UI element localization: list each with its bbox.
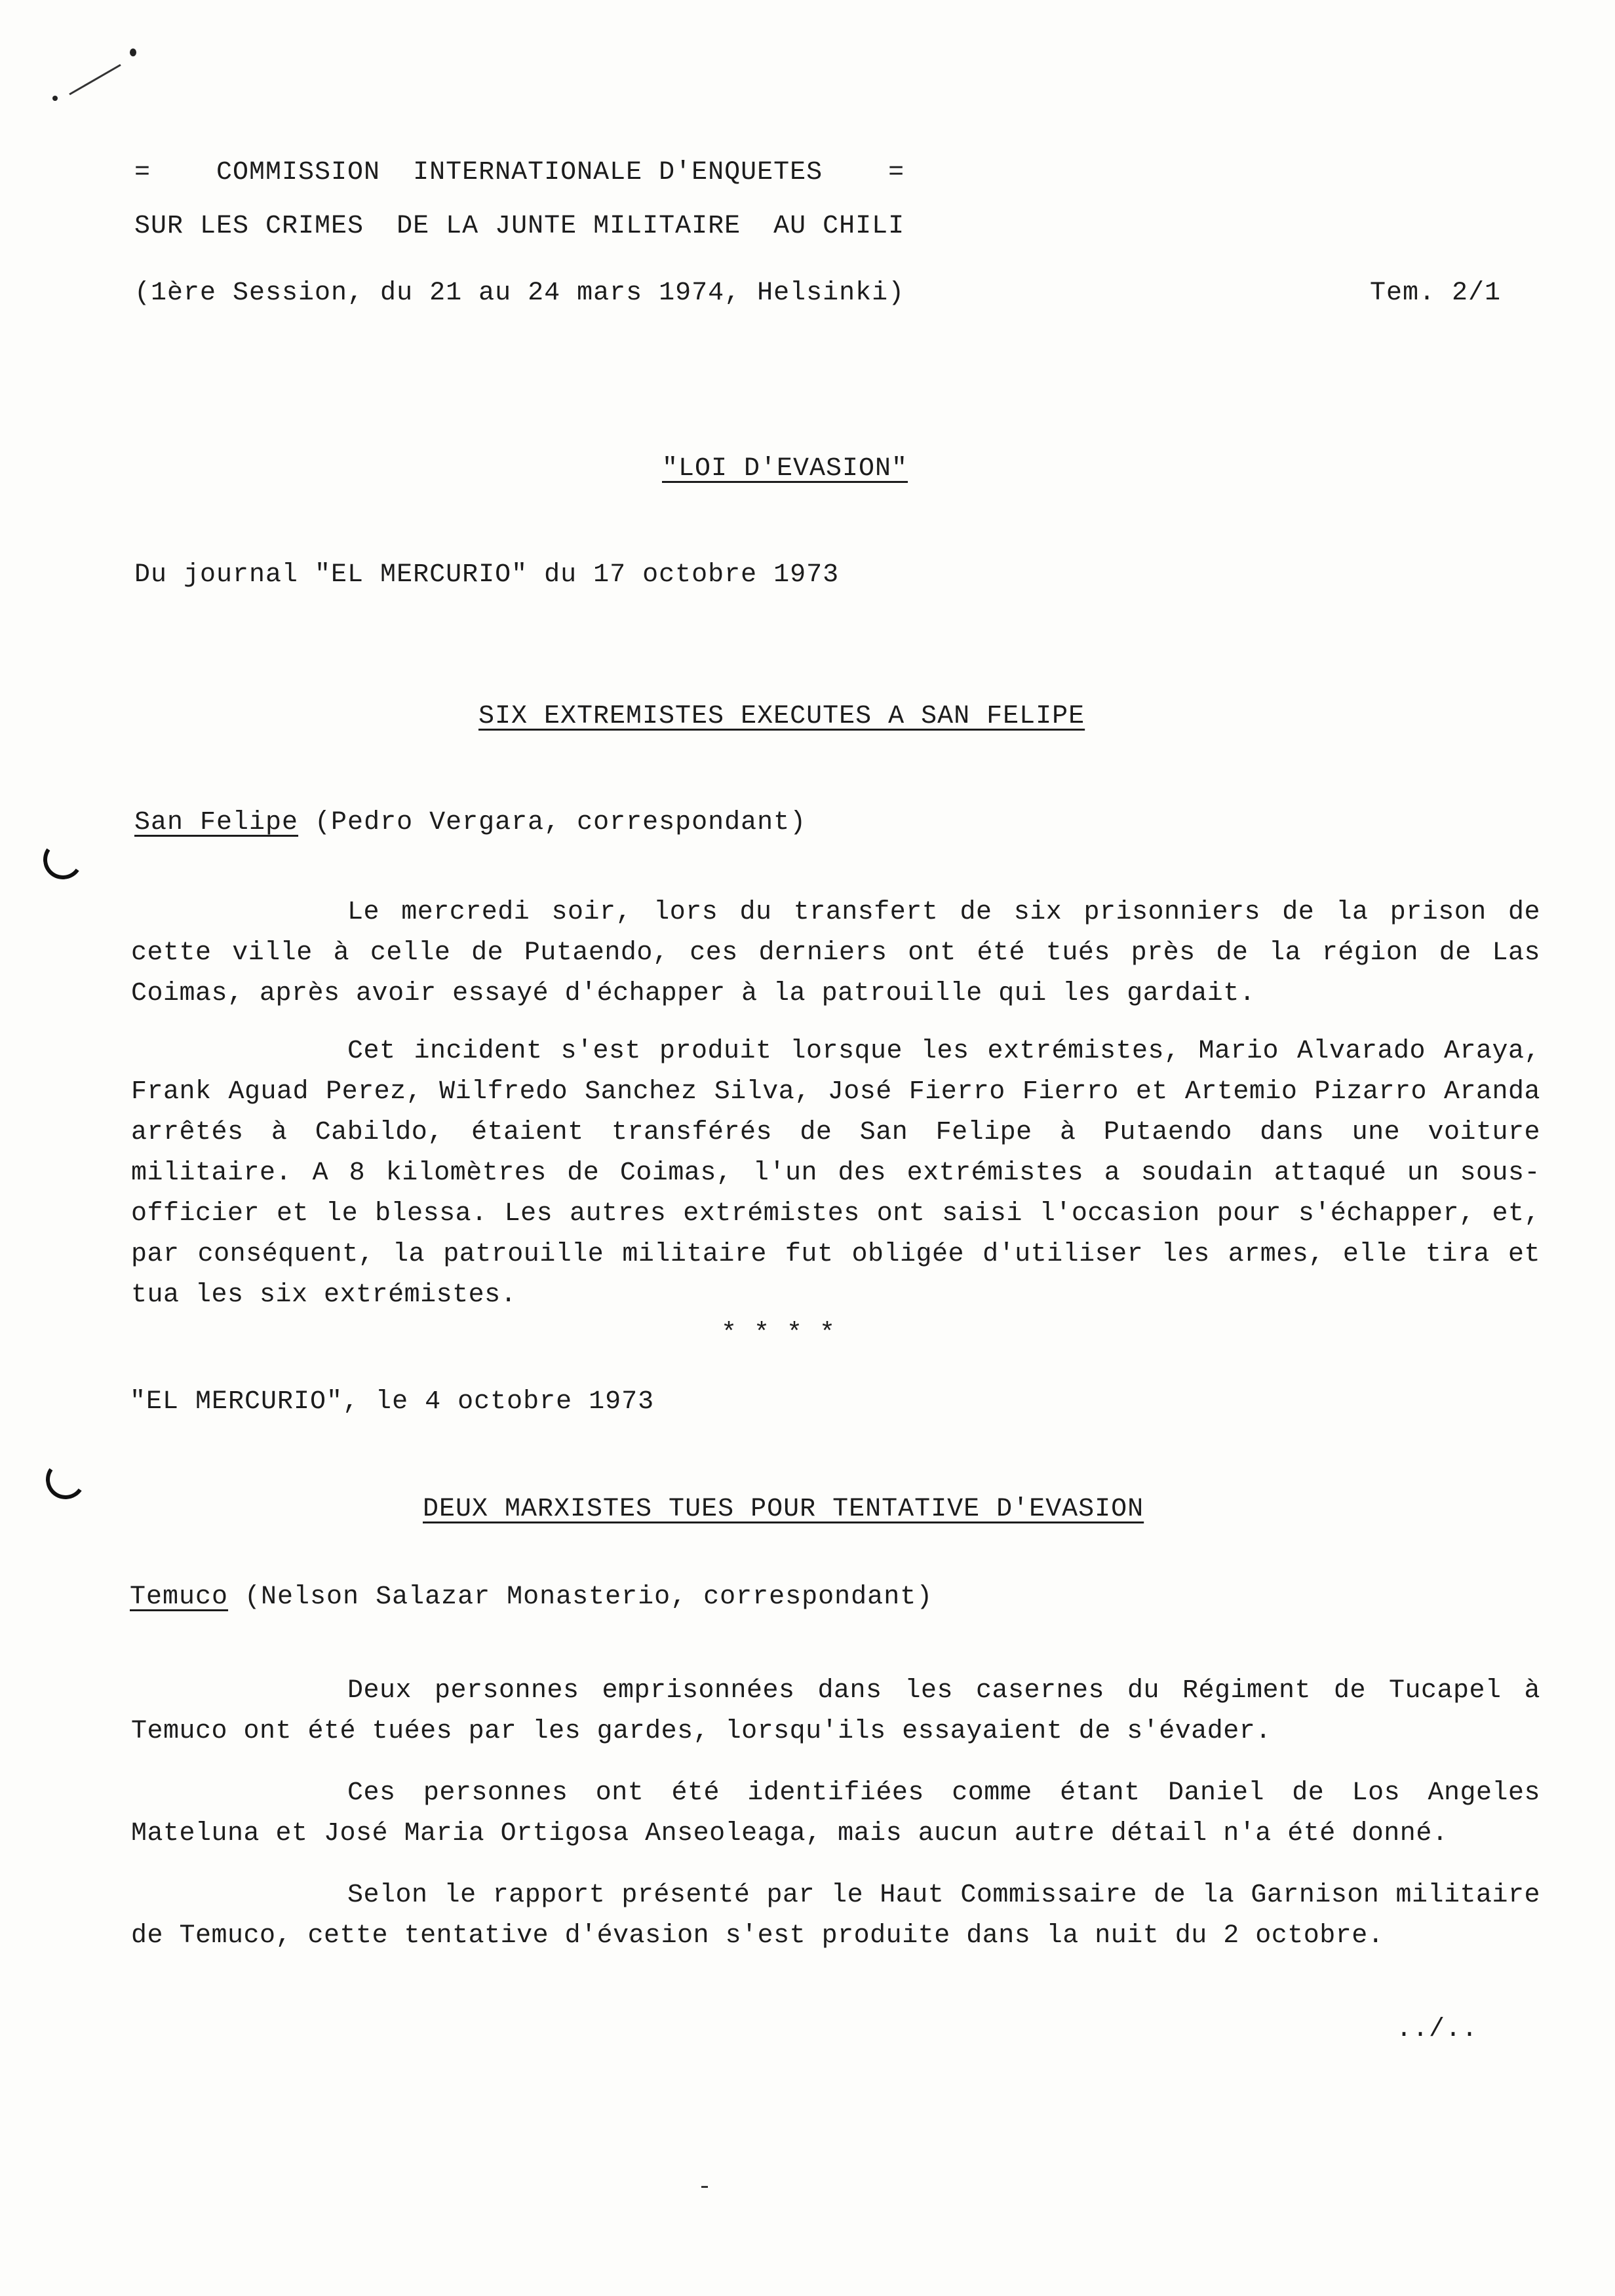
document-title: "LOI D'EVASION"	[662, 454, 908, 484]
punch-hole-mark	[43, 1457, 88, 1502]
continuation-mark: ../..	[1396, 2015, 1479, 2044]
headline-2: DEUX MARXISTES TUES POUR TENTATIVE D'EVASION	[423, 1495, 1144, 1524]
dateline-correspondent: (Pedro Vergara, correspondant)	[298, 808, 807, 837]
reference-number: Tem. 2/1	[1370, 278, 1502, 308]
commission-title-line-2: SUR LES CRIMES DE LA JUNTE MILITAIRE AU CHILI	[134, 212, 905, 241]
headline-1: SIX EXTREMISTES EXECUTES A SAN FELIPE	[478, 702, 1085, 731]
commission-title-line-1: = COMMISSION INTERNATIONALE D'ENQUETES =	[134, 158, 905, 187]
dateline-correspondent: (Nelson Salazar Monasterio, correspondant)	[228, 1582, 933, 1612]
paragraph: Deux personnes emprisonnées dans les casernes du Régiment de Tucapel à Temuco ont été tuées par les gardes, lorsqu'ils essayaient de s'évader.	[131, 1676, 1540, 1746]
paragraph: Ces personnes ont été identifiées comme étant Daniel de Los Angeles Mateluna et José Maria Ortigosa Anseoleaga, mais aucun autre détail n'a été donné.	[131, 1778, 1540, 1848]
dateline-1	[134, 805, 806, 841]
source-citation-1: Du journal "EL MERCURIO" du 17 octobre 1973	[134, 560, 840, 590]
dateline-place: Temuco	[130, 1582, 229, 1612]
ink-dash	[69, 64, 121, 96]
section-separator: * * * *	[721, 1319, 836, 1349]
punch-hole-mark	[40, 837, 86, 883]
paragraph: Selon le rapport présenté par le Haut Commissaire de la Garnison militaire de Temuco, cette tentative d'évasion s'est produite dans la nuit du 2 octobre.	[131, 1881, 1540, 1951]
paragraph: Cet incident s'est produit lorsque les extrémistes, Mario Alvarado Araya, Frank Aguad Perez, Wilfredo Sanchez Silva, José Fierro Fierro et Artemio Pizarro Aranda arrêtés à Cabildo, étaient transférés de San Felipe à Putaendo dans une voiture militaire. A 8 kilomètres de Coimas, l'un des extrémistes a soudain attaqué un sous-officier et le blessa. Les autres extrémistes ont saisi l'occasion pour s'échapper, et, par conséquent, la patrouille militaire fut obligée d'utiliser les armes, elle tira et tua les six extrémistes.	[131, 1037, 1540, 1310]
paragraph: Le mercredi soir, lors du transfert de six prisonniers de la prison de cette ville à celle de Putaendo, ces derniers ont été tués près de la région de Las Coimas, après avoir essayé d'échapper à la patrouille qui les gardait.	[131, 898, 1540, 1008]
source-citation-2: "EL MERCURIO", le 4 octobre 1973	[130, 1387, 655, 1417]
ink-dash	[701, 2186, 708, 2188]
ink-speck	[130, 48, 136, 56]
dateline-place: San Felipe	[134, 808, 299, 837]
dateline-2	[130, 1579, 933, 1616]
session-line: (1ère Session, du 21 au 24 mars 1974, Helsinki)	[134, 278, 905, 308]
ink-speck	[52, 96, 58, 101]
